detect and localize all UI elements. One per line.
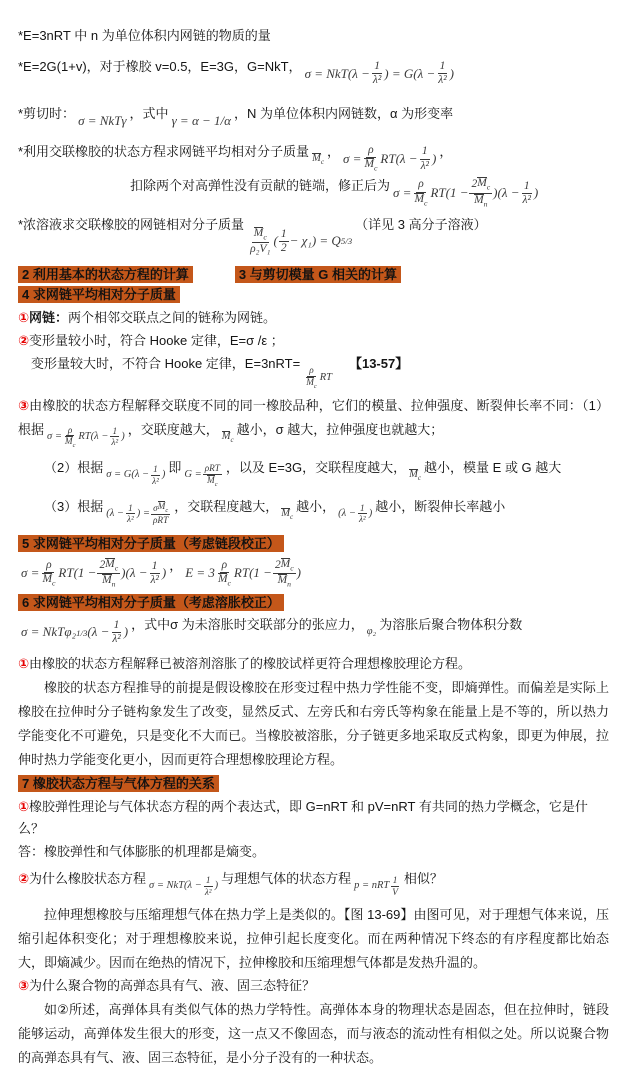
line-shear bbox=[18, 104, 609, 129]
text: ， bbox=[439, 143, 453, 159]
circled-3-marker: ③ bbox=[18, 978, 30, 994]
line-chain-end-correction bbox=[18, 176, 609, 209]
text: ，以及 E=3G，交联程度越大， bbox=[225, 460, 407, 476]
line-q3 bbox=[18, 975, 609, 997]
formula-mc-symbol: $M_c$ bbox=[312, 152, 324, 166]
formula-e3nrt: $\frac{\rho}{M_c}$ RT bbox=[306, 365, 332, 390]
text: 变形量较小时，符合 Hooke 定律，E=σ /ε ； bbox=[29, 333, 284, 349]
formula-ideal-gas: p = nRT $\frac{1}{V}$ bbox=[354, 875, 398, 897]
text: 两个相邻交联点之间的链称为网链。 bbox=[68, 310, 277, 326]
text: 答：橡胶弹性和气体膨胀的机理都是熵变。 bbox=[18, 844, 266, 860]
section-heading-4: 4 求网链平均相对分子质量 bbox=[18, 286, 180, 303]
text: ，N 为单位体积内网链数，α 为形变率 bbox=[234, 105, 454, 121]
formula-solution-equation: $\frac{M_c}{\text{ρ₂V₁}}$ ( $\frac{1}{2}$ − χ₁) = Q 5/3 bbox=[250, 226, 353, 256]
formula-phi2-symbol: φ₂ bbox=[366, 626, 377, 638]
text: 与理想气体的状态方程 bbox=[221, 871, 352, 887]
line-e3nrt-note bbox=[18, 26, 609, 46]
formula-corrected-sigma: σ = $\frac{\rho}{M_c}$ RT(1 − 2 $M_c$ $M_n$ )(λ − $\frac{1}{\text{λ²}}$ ) bbox=[21, 557, 167, 589]
circled-2-marker: ② bbox=[18, 871, 30, 887]
text: （3）根据 bbox=[44, 498, 104, 514]
para-crosslink-explain bbox=[18, 394, 609, 449]
subitem-3 bbox=[44, 495, 609, 526]
text: 变形量较大时，不符合 Hooke 定律，E=3nRT= bbox=[31, 356, 301, 372]
para-a3 bbox=[18, 998, 609, 1070]
text: 越小，σ 越大，拉伸强度也就越大； bbox=[236, 421, 444, 437]
text: 为什么聚合物的高弹态具有气、液、固三态特征？ bbox=[29, 978, 316, 994]
formula-corrected-equation: σ = $\frac{\rho}{M_c}$ RT(1 − 2 $M_c$ $M_n$ )(λ − $\frac{1}{\text{λ²}}$ ) bbox=[393, 177, 539, 208]
text: 越小，断裂伸长率越小 bbox=[375, 498, 506, 514]
text: （详见 3 高分子溶液） bbox=[355, 216, 487, 232]
circled-1-marker: ① bbox=[18, 310, 30, 326]
formula-corrected-modulus: E = 3 $\frac{\rho}{M_c}$ RT(1 − 2 $M_c$ $M_n$ ) bbox=[185, 557, 301, 589]
line-swollen-sample bbox=[18, 653, 609, 675]
para-entropy-elasticity bbox=[18, 676, 609, 772]
line-swelling-formula bbox=[18, 615, 609, 646]
section-heading-3: 3 与剪切模量 G 相关的计算 bbox=[235, 266, 401, 283]
para-a2 bbox=[18, 903, 609, 975]
circled-1-marker: ① bbox=[18, 799, 30, 815]
line-crosslink-mc bbox=[18, 142, 609, 174]
text: 橡胶弹性理论与气体状态方程的两个表达式，即 G=nRT 和 pV=nRT 有共同的热力学概念，它是什么？ bbox=[18, 799, 588, 837]
text: 如②所述，高弹体具有类似气体的热力学特性。高弹体本身的物理状态是固态，但在拉伸时，链段能够运动，高弹体发生很大的形变，这一点又不像固态，而与液态的流动性有相似之处。所以说聚合物的高弹态具有气、液、固三态特征，是小分子没有的一种状态。 bbox=[18, 1002, 609, 1066]
text: 越小，模量 E 或 G 越大 bbox=[424, 460, 562, 476]
text: 相似？ bbox=[403, 871, 443, 887]
line-solution-mc bbox=[18, 215, 609, 256]
text: *剪切时： bbox=[18, 105, 76, 121]
section-heading-5: 5 求网链平均相对分子质量（考虑链段校正） bbox=[18, 535, 284, 552]
text: 越小， bbox=[296, 498, 336, 514]
section-heading-7: 7 橡胶状态方程与气体方程的关系 bbox=[18, 775, 219, 792]
line-netchain-def bbox=[18, 307, 609, 329]
text: ， bbox=[169, 558, 183, 574]
formula-sigma-g: σ = G(λ − $\frac{1}{\text{λ²}}$ ) bbox=[106, 464, 166, 486]
heading-row-7 bbox=[18, 775, 609, 792]
text: *E=2G(1+v)，对于橡胶 v=0.5，E=3G，G=NkT， bbox=[18, 58, 302, 74]
formula-state-eq-small: σ = $\frac{\rho}{M_c}$ RT(λ − $\frac{1}{\text{λ²}}$ ) bbox=[47, 424, 125, 450]
formula-gamma: γ = α − 1/α bbox=[171, 112, 231, 128]
text: ，式中σ 为未溶胀时交联部分的张应力， bbox=[131, 617, 364, 633]
text: 橡胶的状态方程推导的前提是假设橡胶在形变过程中热力学性能不变，即熵弹性。而偏差是实际上橡胶在拉伸时分子链构象发生了改变，显然反式、左旁氏和右旁氏等构象在能量上是不等的，所以热力学能变化不可避免，只是变化不大而已。当橡胶被溶胀，分子链更多地采取反式构象，即更为伸展，拉伸时热力学能变化更小，因而更符合理想橡胶理论方程。 bbox=[18, 680, 609, 768]
heading-row-4 bbox=[18, 286, 609, 303]
ref-13-57: 【13-57】 bbox=[348, 356, 409, 372]
line-hooke-small bbox=[18, 330, 609, 352]
text: ， bbox=[326, 143, 340, 159]
section-heading-6: 6 求网链平均相对分子质量（考虑溶胀校正） bbox=[18, 594, 284, 611]
formula-lambda-expr: (λ − $\frac{1}{\text{λ²}}$ ) bbox=[338, 502, 373, 525]
section-heading-2: 2 利用基本的状态方程的计算 bbox=[18, 266, 193, 283]
heading-row-6 bbox=[18, 594, 609, 611]
circled-3-marker: ③ bbox=[18, 397, 30, 413]
text: 拉伸理想橡胶与压缩理想气体在热力学上是类似的。【图 13-69】由图可见，对于理想气体来说，压缩引起体积变化；对于理想橡胶来说，拉伸引起长度变化。而在两种情况下终态的有序程度都比始态大，即熵减少。因而在绝热的情况下，拉伸橡胶和压缩理想气体都是发热升温的。 bbox=[18, 907, 609, 971]
text: *E=3nRT 中 n 为单位体积内网链的物质的量 bbox=[18, 28, 271, 43]
text: 为溶胀后聚合物体积分数 bbox=[379, 617, 523, 633]
text: ，式中 bbox=[129, 105, 169, 121]
formula-g-rho: G = $\frac{\text{ρRT}}{M_c}$ bbox=[184, 463, 220, 488]
formula-shear-stress: σ = NkTγ bbox=[78, 112, 127, 128]
line-q2 bbox=[18, 868, 609, 897]
line-hooke-large bbox=[18, 353, 609, 390]
text: 由橡胶的状态方程解释已被溶剂溶胀了的橡胶试样更符合理想橡胶理论方程。 bbox=[29, 656, 472, 672]
line-sec5-formulas bbox=[18, 556, 609, 589]
netchain-term: 网链： bbox=[29, 310, 69, 326]
text: （2）根据 bbox=[44, 460, 104, 476]
circled-2-marker: ② bbox=[18, 333, 30, 349]
formula-mc-symbol: $M_c$ bbox=[281, 507, 294, 521]
formula-rubber-state: σ = NkT(λ − $\frac{1}{\text{λ²}}$ ) bbox=[149, 875, 219, 897]
line-e2g bbox=[18, 57, 609, 88]
text: 即 bbox=[168, 460, 182, 476]
formula-mc-symbol: $M_c$ bbox=[221, 430, 234, 445]
circled-1-marker: ① bbox=[18, 656, 30, 672]
text: *利用交联橡胶的状态方程求网链平均相对分子质量 bbox=[18, 143, 310, 159]
line-a1 bbox=[18, 841, 609, 863]
text: 由橡胶的状态方程解释交联度不同的同一橡胶品种，它们的模量、拉伸强度、断裂伸长率不同：（1）根据 bbox=[18, 397, 609, 437]
text: ，交联度越大， bbox=[127, 421, 219, 437]
heading-row-2-3 bbox=[18, 266, 609, 283]
subitem-2 bbox=[44, 456, 609, 487]
formula-state-equation: σ = $\frac{\rho}{M_c}$ RT(λ − $\frac{1}{\text{λ²}}$ ) bbox=[343, 144, 437, 173]
text: 扣除两个对高弹性没有贡献的链端，修正后为 bbox=[130, 177, 391, 193]
formula-swelling: σ = NkTφ₂ 1/3 (λ − $\frac{1}{\text{λ²}}$ ) bbox=[21, 619, 129, 646]
formula-mc-symbol: $M_c$ bbox=[409, 469, 422, 483]
heading-row-5 bbox=[18, 535, 609, 552]
text: 为什么橡胶状态方程 bbox=[29, 871, 147, 887]
formula-lambda-ratio: (λ − $\frac{1}{\text{λ²}}$ ) = σ $M_c$ ρRT bbox=[106, 501, 169, 526]
line-q1 bbox=[18, 796, 609, 840]
text: ，交联程度越大， bbox=[174, 498, 279, 514]
formula-stress-lambda: σ = NkT(λ − $\frac{1}{\text{λ²}}$ ) = G(λ − $\frac{1}{\text{λ²}}$ ) bbox=[304, 60, 455, 87]
text: *浓溶液求交联橡胶的网链相对分子质量 bbox=[18, 216, 245, 232]
